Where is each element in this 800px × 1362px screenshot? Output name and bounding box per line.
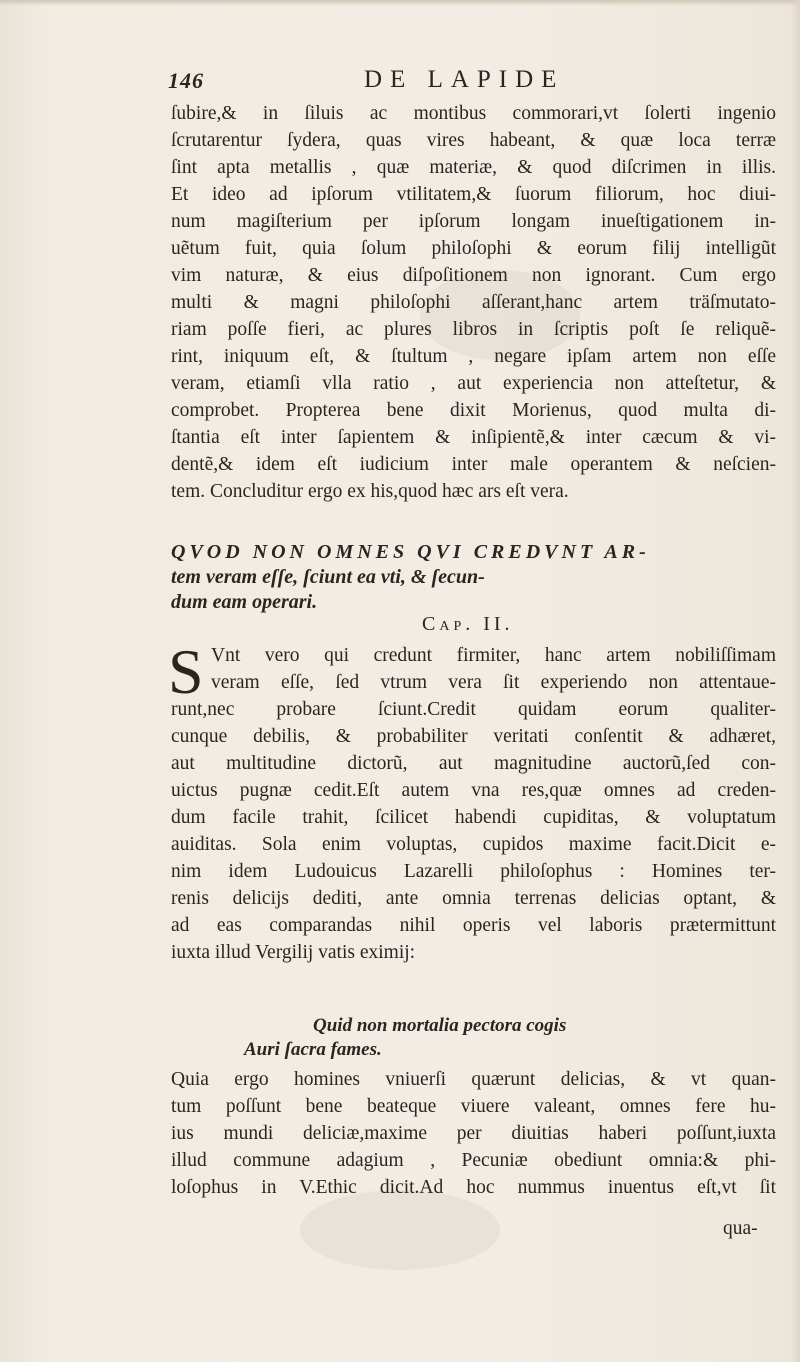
heading-line: QVOD NON OMNES QVI CREDVNT AR- (171, 541, 650, 563)
text-line: nim idem Ludouicus Lazarelli philoſophus : Homines ter- (171, 861, 776, 882)
paragraph-1 (171, 100, 776, 505)
section-heading (171, 540, 776, 615)
running-title: DE LAPIDE (364, 66, 565, 93)
running-head (168, 66, 768, 100)
text-line: runt,nec probare ſciunt.Credit quidam eorum qualiter- (171, 699, 776, 720)
page-right-edge (790, 0, 800, 1362)
text-line: illud commune adagium , Pecuniæ obediunt omnia:& phi- (171, 1150, 776, 1171)
text-line: riam poſſe fieri, ac plures libros in ſcriptis poſt ſe reliquẽ- (171, 319, 776, 340)
text-line: rint, iniquum eſt, & ſtultum , negare ipſam artem non eſſe (171, 346, 776, 367)
verse-line: Auri ſacra fames. (244, 1039, 382, 1060)
text-line: ius mundi deliciæ,maxime per diuitias haberi poſſunt,iuxta (171, 1123, 776, 1144)
heading-line: tem veram eſſe, ſciunt ea vti, & ſecun- (171, 566, 485, 588)
text-line: num magiſterium per ipſorum longam inueſtigationem in- (171, 211, 776, 232)
text-line: dum facile trahit, ſcilicet habendi cupiditas, & voluptatum (171, 807, 776, 828)
text-line: dentẽ,& idem eſt iudicium inter male operantem & neſcien- (171, 454, 776, 475)
page-number: 146 (168, 68, 204, 93)
text-line: veram eſſe, ſed vtrum vera ſit experiendo non attentaue- (211, 672, 776, 693)
verse-quote (228, 1014, 748, 1062)
text-line: uictus pugnæ cedit.Eſt autem vna res,quæ omnes ad creden- (171, 780, 776, 801)
text-line: comprobet. Propterea bene dixit Morienus, quod multa di- (171, 400, 776, 421)
text-line: Et ideo ad ipſorum vtilitatem,& ſuorum filiorum, hoc diui- (171, 184, 776, 205)
chapter-label: Cap. II. (422, 613, 514, 635)
page-top-edge (0, 0, 800, 6)
text-line: ſtantia eſt inter ſapientem & inſipientẽ,& inter cæcum & vi- (171, 427, 776, 448)
text-line: vim naturæ, & eius diſpoſitionem non ignorant. Cum ergo (171, 265, 776, 286)
text-line: Vnt vero qui credunt firmiter, hanc artem nobiliſſimam (211, 645, 776, 666)
text-line: multi & magni philoſophi aſſerant,hanc artem träſmutato- (171, 292, 776, 313)
paragraph-3 (171, 1066, 776, 1201)
text-line: aut multitudine dictorũ, aut magnitudine auctorũ,ſed con- (171, 753, 776, 774)
text-line: ſint apta metallis , quæ materiæ, & quod diſcrimen in illis. (171, 157, 776, 178)
catchword: qua- (723, 1218, 758, 1239)
text-line: cunque debilis, & probabiliter veritati conſentit & adhæret, (171, 726, 776, 747)
text-line: ad eas comparandas nihil operis vel laboris prætermittunt (171, 915, 776, 936)
text-line: Quia ergo homines vniuerſi quærunt delicias, & vt quan- (171, 1069, 776, 1090)
text-line: tum poſſunt bene beateque viuere valeant, omnes fere hu- (171, 1096, 776, 1117)
text-line: loſophus in V.Ethic dicit.Ad hoc nummus inuentus eſt,vt ſit (171, 1177, 776, 1198)
text-line: auiditas. Sola enim voluptas, cupidos maxime facit.Dicit e- (171, 834, 776, 855)
text-line: tem. Concluditur ergo ex his,quod hæc ars eſt vera. (171, 481, 569, 502)
text-line: uẽtum fuit, quia ſolum philoſophi & eorum filij intelligũt (171, 238, 776, 259)
text-line: ſubire,& in ſiluis ac montibus commorari,vt ſolerti ingenio (171, 103, 776, 124)
text-line: veram, etiamſi vlla ratio , aut experiencia non atteſtetur, & (171, 373, 776, 394)
paper-stain (300, 1190, 500, 1270)
heading-line: dum eam operari. (171, 591, 318, 613)
drop-cap: S (168, 636, 204, 707)
verse-line: Quid non mortalia pectora cogis (313, 1015, 567, 1036)
text-line: ſcrutarentur ſydera, quas vires habeant, & quæ loca terræ (171, 130, 776, 151)
text-line: renis delicijs dediti, ante omnia terrenas delicias optant, & (171, 888, 776, 909)
text-line: iuxta illud Vergilij vatis eximij: (171, 942, 416, 963)
paragraph-2 (171, 642, 776, 966)
